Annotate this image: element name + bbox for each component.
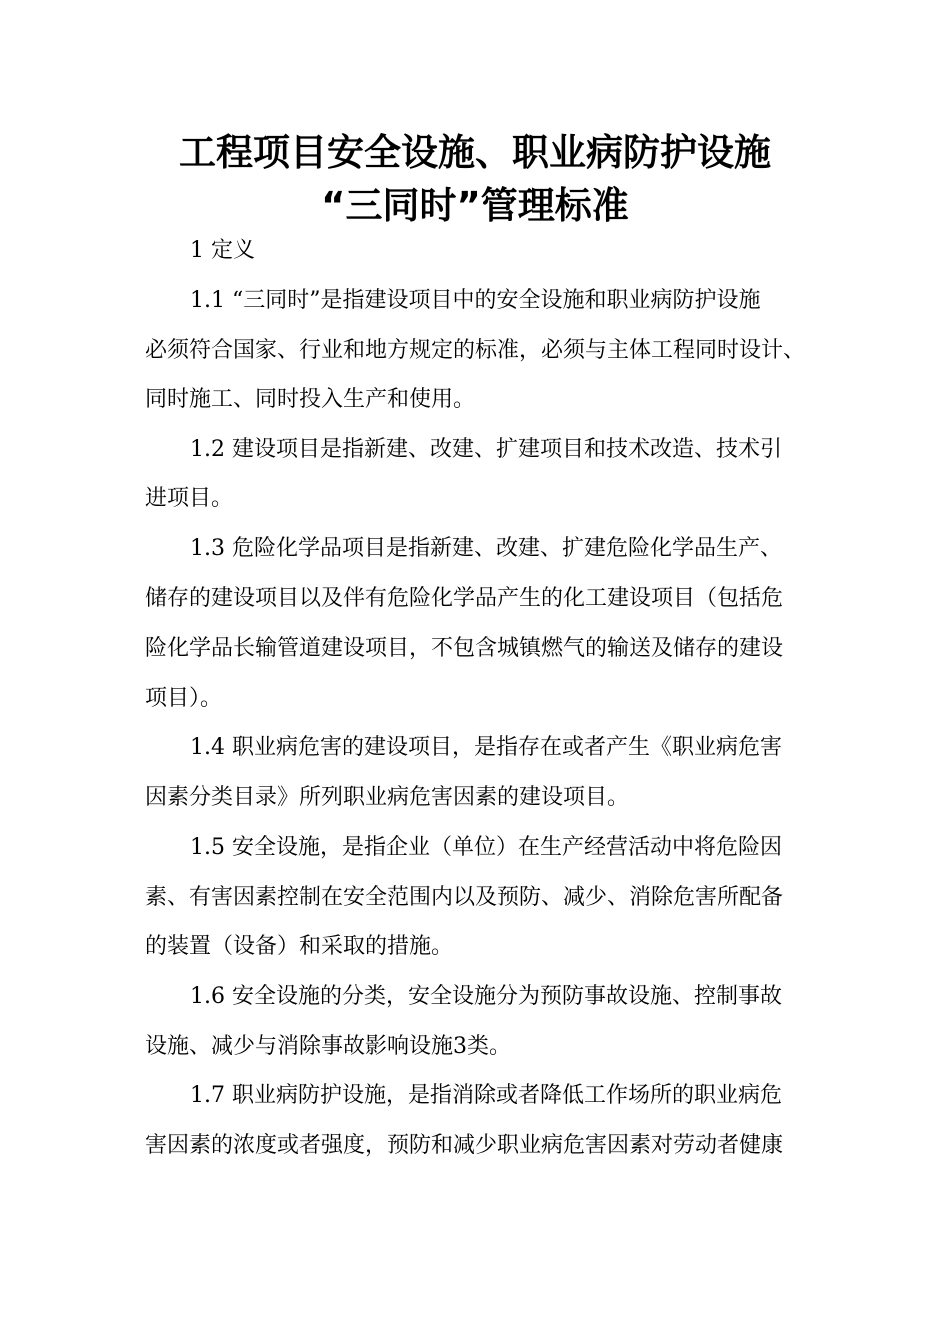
paragraph-line: 进项目。 [145,486,234,511]
paragraph-line: 必须符合国家、行业和地方规定的标准，必须与主体工程同时设计、 [145,338,806,363]
paragraph-line: 1.4 职业病危害的建设项目，是指存在或者产生《职业病危害 [190,735,782,760]
paragraph-line: 素、有害因素控制在安全范围内以及预防、减少、消除危害所配备 [145,885,784,910]
document-title-line-2: “三同时”管理标准 [321,184,629,227]
paragraph-line: 设施、减少与消除事故影响设施3类。 [145,1034,511,1059]
paragraph-line: 1.3 危险化学品项目是指新建、改建、扩建危险化学品生产、 [190,536,782,561]
paragraph-line: 同时施工、同时投入生产和使用。 [145,387,476,412]
paragraph-line: 因素分类目录》所列职业病危害因素的建设项目。 [145,785,630,810]
paragraph-line: 储存的建设项目以及伴有危险化学品产生的化工建设项目（包括危 [145,586,784,611]
paragraph-line: 害因素的浓度或者强度，预防和减少职业病危害因素对劳动者健康 [145,1133,784,1158]
paragraph-line: 项目）。 [145,686,223,711]
paragraph-line: 险化学品长输管道建设项目，不包含城镇燃气的输送及储存的建设 [145,636,784,661]
paragraph-line: 1.7 职业病防护设施，是指消除或者降低工作场所的职业病危 [190,1083,782,1108]
paragraph-line: 1.6 安全设施的分类，安全设施分为预防事故设施、控制事故 [190,984,782,1009]
paragraph-line: 1.5 安全设施，是指企业（单位）在生产经营活动中将危险因 [190,835,782,860]
section-heading-definition: 1 定义 [190,238,255,263]
paragraph-line: 1.1 “三同时”是指建设项目中的安全设施和职业病防护设施 [190,288,761,313]
paragraph-line: 1.2 建设项目是指新建、改建、扩建项目和技术改造、技术引 [190,437,782,462]
document-title-line-1: 工程项目安全设施、职业病防护设施 [179,131,771,174]
paragraph-line: 的装置（设备）和采取的措施。 [145,934,454,959]
